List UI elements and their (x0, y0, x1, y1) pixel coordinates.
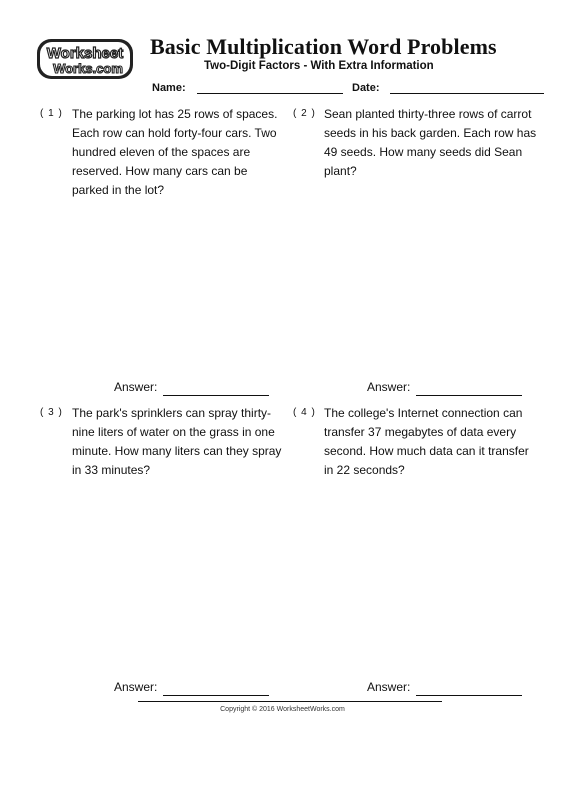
problem-text: Sean planted thirty-three rows of carrot seeds in his back garden. Each row has 49 seeds. How many seeds did Sean plant? (324, 107, 537, 178)
copyright-notice: Copyright © 2016 WorksheetWorks.com (220, 706, 345, 713)
problem-number: ( 4 ) (293, 407, 316, 418)
worksheetworks-logo (36, 38, 134, 80)
answer-label: Answer: (367, 380, 411, 394)
logo-text-line1: Worksheet (46, 45, 124, 62)
problem-text: The park's sprinklers can spray thirty-nine liters of water on the grass in one minute. How many liters can they spray in 33 minutes? (72, 406, 282, 477)
problem-number: ( 3 ) (40, 407, 63, 418)
answer-field[interactable] (163, 695, 269, 696)
problem-number: ( 1 ) (40, 108, 63, 119)
footer-divider (138, 701, 442, 702)
answer-field[interactable] (416, 395, 522, 396)
problem-text: The college's Internet connection can transfer 37 megabytes of data every second. How much data can it transfer in 22 seconds? (324, 406, 529, 477)
answer-label: Answer: (367, 680, 411, 694)
name-label: Name: (152, 82, 186, 94)
worksheet-title: Basic Multiplication Word Problems (150, 34, 497, 59)
answer-field[interactable] (163, 395, 269, 396)
problem-number: ( 2 ) (293, 108, 316, 119)
name-field[interactable] (197, 93, 343, 94)
problem-text: The parking lot has 25 rows of spaces. Each row can hold forty-four cars. Two hundred eleven of the spaces are reserved. How many cars can be parked in the lot? (72, 107, 278, 197)
answer-label: Answer: (114, 680, 158, 694)
date-label: Date: (352, 82, 380, 94)
date-field[interactable] (390, 93, 544, 94)
logo-text-line2: Works.com (53, 61, 123, 76)
worksheet-subtitle: Two-Digit Factors - With Extra Information (204, 60, 434, 72)
answer-label: Answer: (114, 380, 158, 394)
answer-field[interactable] (416, 695, 522, 696)
